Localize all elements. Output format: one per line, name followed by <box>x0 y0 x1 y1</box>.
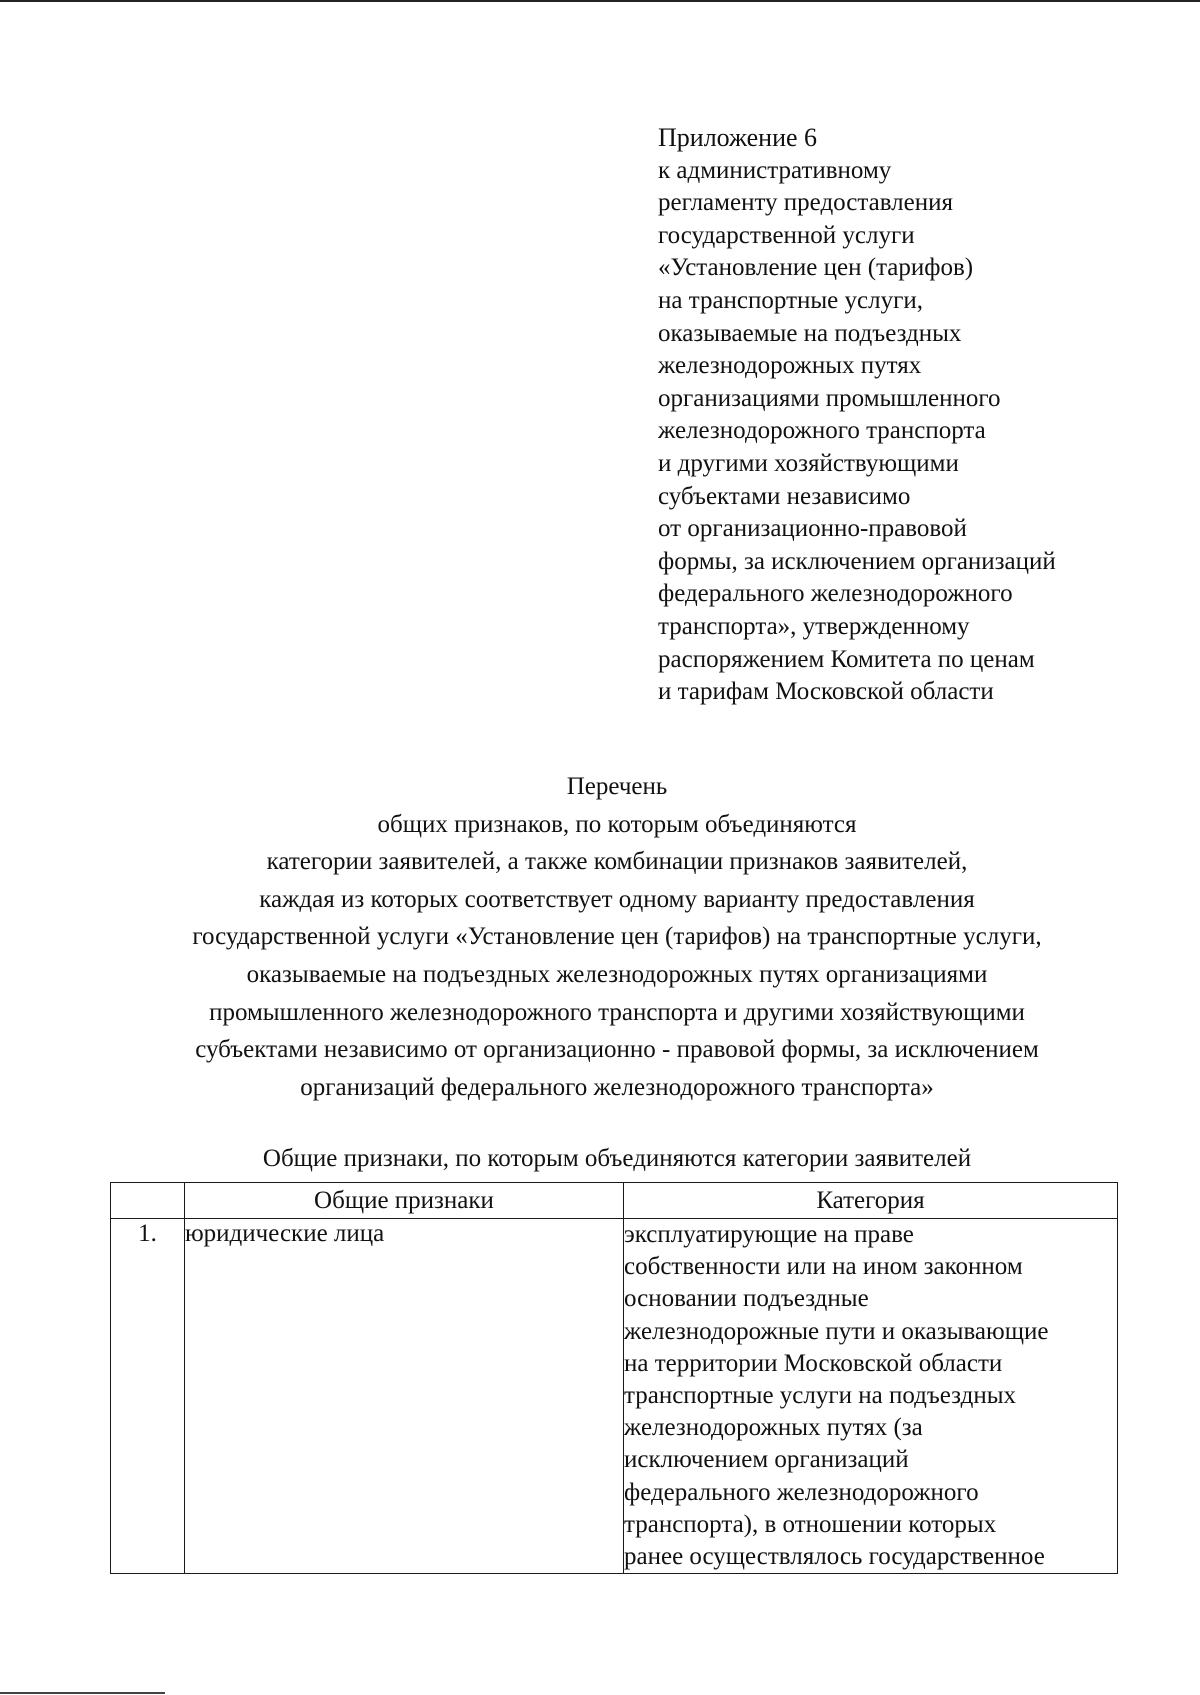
annex-line: распоряжением Комитета по ценам <box>658 645 1035 673</box>
annex-line: железнодорожных путях <box>658 352 922 380</box>
heading-title: Перечень <box>566 773 668 800</box>
row-sign: юридические лица <box>185 1219 624 1574</box>
heading-line: организаций федерального железнодорожного транспорта» <box>300 1073 934 1101</box>
category-line: железнодорожных путях (за <box>624 1414 923 1442</box>
table-row <box>111 1219 1118 1574</box>
row-number: 1. <box>111 1219 185 1574</box>
annex-line: и тарифам Московской области <box>658 678 994 706</box>
header-number <box>111 1183 185 1219</box>
category-line: на территории Московской области <box>624 1349 1003 1377</box>
category-line: исключением организаций <box>624 1446 909 1474</box>
header-signs: Общие признаки <box>185 1183 624 1219</box>
category-line: эксплуатирующие на праве <box>624 1221 914 1248</box>
criteria-table <box>110 1182 1118 1574</box>
category-line: ранее осуществлялось государственное <box>624 1543 1045 1571</box>
bottom-border-line <box>0 1692 165 1694</box>
heading-line: категории заявителей, а также комбинации признаков заявителей, <box>266 848 968 876</box>
category-line: транспортные услуги на подъездных <box>624 1382 1017 1410</box>
annex-line: федерального железнодорожного <box>658 580 1013 608</box>
annex-line: регламенту предоставления <box>658 189 954 217</box>
annex-block <box>658 122 1178 709</box>
heading-line: оказываемые на подъездных железнодорожных путях организациями <box>246 960 988 988</box>
annex-line: от организационно-правовой <box>658 515 967 543</box>
heading-line: общих признаков, по которым объединяются <box>377 810 857 838</box>
annex-line: на транспортные услуги, <box>658 286 923 314</box>
annex-line: и другими хозяйствующими <box>658 449 959 477</box>
annex-line: государственной услуги <box>658 221 915 249</box>
top-border-line <box>0 0 1200 2</box>
category-line: федерального железнодорожного <box>624 1478 979 1506</box>
annex-line: организациями промышленного <box>658 384 1001 412</box>
annex-line: железнодорожного транспорта <box>658 417 986 445</box>
category-line: транспорта), в отношении которых <box>624 1510 997 1538</box>
document-heading <box>0 768 1200 1106</box>
category-line: основании подъездные <box>624 1285 869 1313</box>
annex-line: субъектами независимо <box>658 482 911 510</box>
category-line: железнодорожные пути и оказывающие <box>624 1317 1049 1345</box>
annex-line: транспорта», утвержденному <box>658 612 970 640</box>
annex-line: оказываемые на подъездных <box>658 319 962 347</box>
heading-line: субъектами независимо от организационно - правовой формы, за исключением <box>195 1036 1039 1064</box>
heading-line: промышленного железнодорожного транспорта и другими хозяйствующими <box>209 998 1025 1026</box>
annex-line: к административному <box>658 156 892 184</box>
category-line: собственности или на ином законном <box>624 1253 1023 1281</box>
header-category: Категория <box>624 1183 1118 1219</box>
annex-line: формы, за исключением организаций <box>658 547 1056 575</box>
annex-title: Приложение 6 <box>658 123 818 152</box>
heading-line: государственной услуги «Установление цен (тарифов) на транспортные услуги, <box>192 923 1042 951</box>
table-caption: Общие признаки, по которым объединяются категории заявителей <box>262 1145 972 1172</box>
row-category <box>624 1219 1118 1574</box>
annex-line: «Установление цен (тарифов) <box>658 254 974 282</box>
heading-line: каждая из которых соответствует одному варианту предоставления <box>259 885 975 913</box>
table-header-row <box>111 1183 1118 1219</box>
